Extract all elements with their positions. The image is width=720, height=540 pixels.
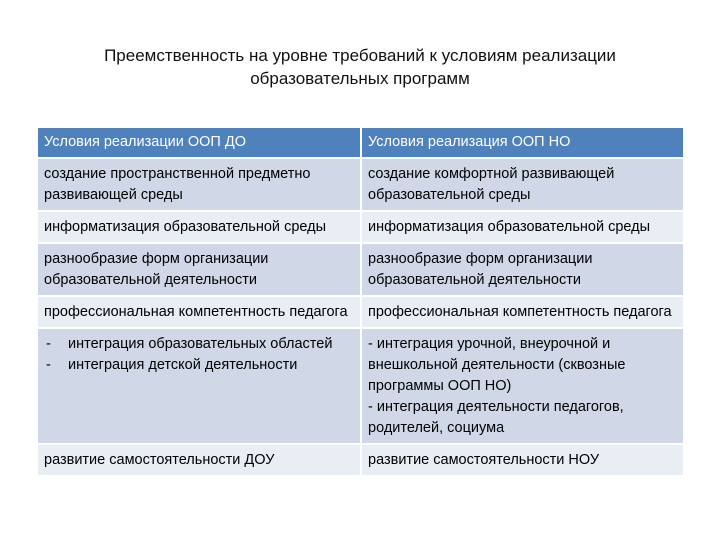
slide-title (0, 44, 720, 90)
table-row (37, 211, 684, 243)
table-cell-no: создание комфортной развивающей образовательной среды (361, 158, 684, 211)
bullet-text: интеграция образовательных областей (68, 336, 333, 352)
table-cell-no: разнообразие форм организации образовательной деятельности (361, 243, 684, 296)
bullet-text: интеграция детской деятельности (68, 357, 298, 373)
header-cell-no: Условия реализация ООП НО (361, 127, 684, 158)
table-cell-do: создание пространственной предметно развивающей среды (37, 158, 361, 211)
table-row (37, 243, 684, 296)
table-cell-do: развитие самостоятельности ДОУ (37, 444, 361, 476)
conditions-table (36, 126, 685, 477)
header-cell-do: Условия реализации ООП ДО (37, 127, 361, 158)
table-cell-do: профессиональная компетентность педагога (37, 296, 361, 328)
table-cell-no: развитие самостоятельности НОУ (361, 444, 684, 476)
bullet-item (44, 355, 354, 376)
bullet-item (44, 334, 354, 355)
table-cell-do: разнообразие форм организации образовательной деятельности (37, 243, 361, 296)
table-row (37, 444, 684, 476)
table-cell-do (37, 328, 361, 444)
table-cell-no: профессиональная компетентность педагога (361, 296, 684, 328)
bullet-text: - интеграция урочной, внеурочной и внешкольной деятельности (сквозные программы ООП НО) (368, 336, 626, 394)
table-row-integration (37, 328, 684, 444)
title-line-2: образовательных программ (250, 69, 470, 88)
dash-bullet: - (46, 336, 51, 352)
table-cell-do: информатизация образовательной среды (37, 211, 361, 243)
table-cell-no (361, 328, 684, 444)
dash-bullet: - (46, 357, 51, 373)
table-row (37, 158, 684, 211)
bullet-text: - интеграция деятельности педагогов, родителей, социума (368, 399, 624, 436)
table-row (37, 296, 684, 328)
table-cell-no: информатизация образовательной среды (361, 211, 684, 243)
title-line-1: Преемственность на уровне требований к условиям реализации (104, 46, 616, 65)
table-header-row (37, 127, 684, 158)
